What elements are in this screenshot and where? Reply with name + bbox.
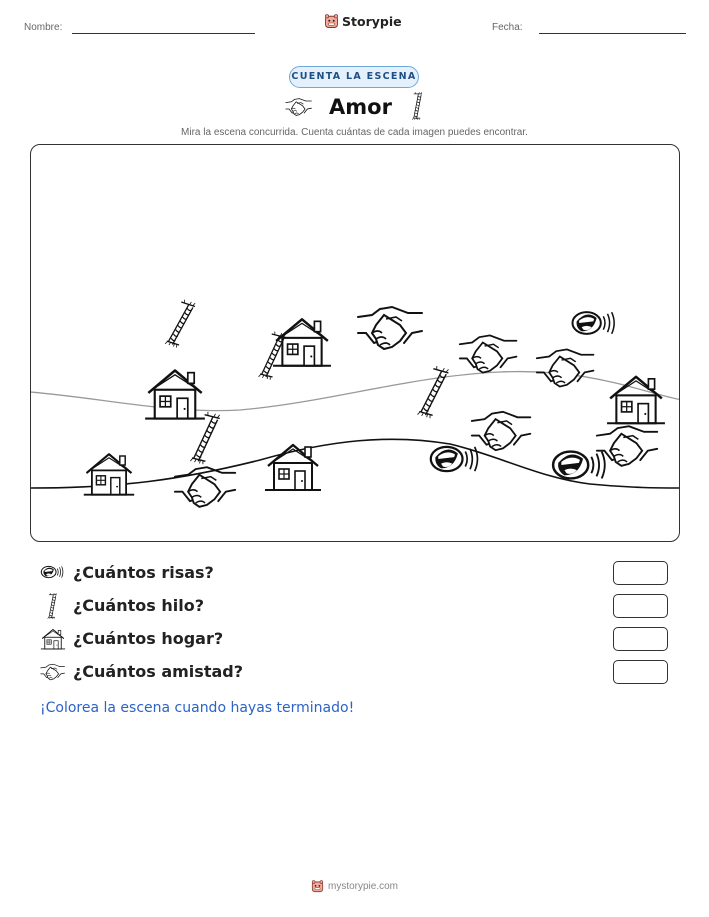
laugh-mouth-icon	[553, 451, 605, 478]
handshake-icon	[459, 335, 516, 372]
storypie-mascot-icon	[324, 14, 339, 29]
laugh-mouth-icon	[40, 562, 66, 582]
laugh-mouth-icon	[572, 312, 614, 334]
coloring-note: ¡Colorea la escena cuando hayas terminado!	[40, 700, 355, 716]
footer	[0, 880, 709, 893]
name-line[interactable]	[72, 33, 255, 34]
laugh-mouth-icon	[430, 446, 477, 470]
storypie-logo	[324, 14, 402, 29]
question-row-hogar	[40, 627, 670, 653]
question-row-hilo	[40, 594, 670, 620]
storypie-mascot-icon	[311, 880, 324, 893]
answer-box-amistad[interactable]	[613, 660, 668, 684]
handshake-icon	[40, 662, 66, 682]
footer-url[interactable]: mystorypie.com	[327, 881, 398, 892]
date-label: Fecha:	[492, 22, 523, 33]
answer-box-hilo[interactable]	[613, 594, 668, 618]
handshake-icon	[285, 97, 313, 117]
scene-canvas	[30, 144, 680, 542]
rope-icon	[45, 593, 59, 619]
handshake-icon	[536, 349, 593, 386]
rope-icon	[410, 92, 424, 120]
hill-back-line	[30, 371, 680, 410]
rope-icon	[165, 298, 196, 349]
rope-icon	[417, 364, 449, 419]
question-text: ¿Cuántos hogar?	[73, 629, 224, 648]
handshake-icon	[596, 426, 656, 466]
instructions: Mira la escena concurrida. Cuenta cuántas de cada imagen puedes encontrar.	[181, 127, 528, 138]
page-title	[0, 92, 709, 120]
house-icon	[40, 628, 66, 650]
house-icon	[83, 454, 133, 495]
house-icon	[145, 370, 205, 418]
name-label: Nombre:	[24, 22, 63, 33]
question-text: ¿Cuántos hilo?	[73, 596, 204, 615]
answer-box-hogar[interactable]	[613, 627, 668, 651]
handshake-icon	[358, 307, 422, 349]
answer-box-risas[interactable]	[613, 561, 668, 585]
date-line[interactable]	[539, 33, 686, 34]
question-text: ¿Cuántos risas?	[73, 563, 214, 582]
question-row-amistad	[40, 660, 670, 686]
title-text: Amor	[329, 95, 392, 119]
scene-frame[interactable]	[30, 144, 680, 542]
handshake-icon	[471, 411, 530, 449]
question-row-risas	[40, 561, 670, 587]
activity-badge: CUENTA LA ESCENA	[289, 66, 419, 88]
brand-name: Storypie	[342, 14, 402, 29]
question-text: ¿Cuántos amistad?	[73, 662, 243, 681]
